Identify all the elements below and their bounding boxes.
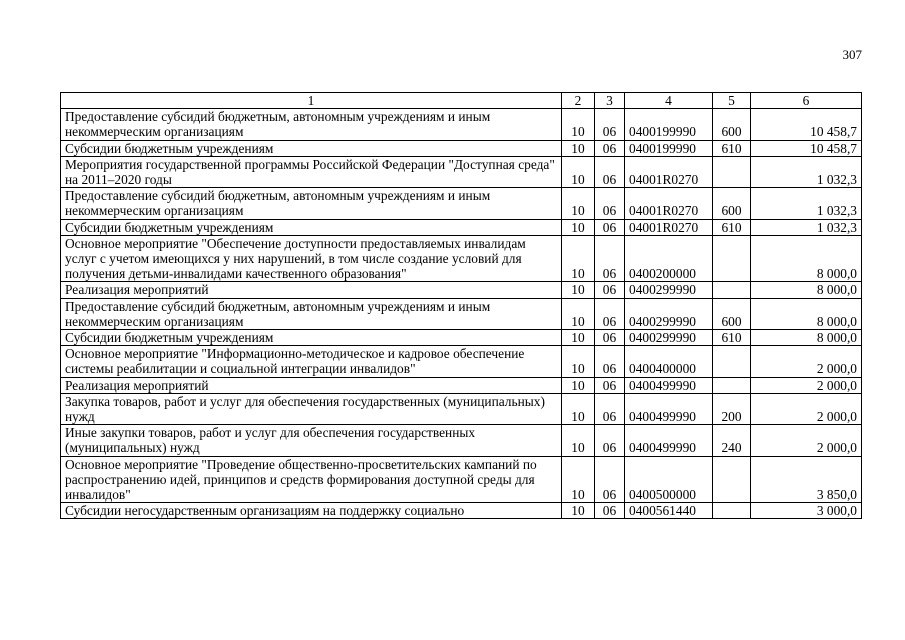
table-row — [61, 377, 862, 393]
name-cell: Предоставление субсидий бюджетным, автономным учреждениям и иным некоммерческим организациям — [61, 109, 562, 140]
expense-type-cell: 600 — [713, 298, 751, 329]
expense-type-cell — [713, 156, 751, 187]
amount-cell: 3 850,0 — [751, 456, 862, 503]
table-row — [61, 503, 862, 519]
name-cell: Реализация мероприятий — [61, 282, 562, 298]
name-cell: Субсидии бюджетным учреждениям — [61, 140, 562, 156]
subsection-cell: 06 — [595, 330, 625, 346]
amount-cell: 10 458,7 — [751, 109, 862, 140]
section-cell: 10 — [562, 188, 595, 219]
name-cell: Субсидии бюджетным учреждениям — [61, 219, 562, 235]
amount-cell: 8 000,0 — [751, 330, 862, 346]
expense-type-cell: 200 — [713, 393, 751, 424]
table-row — [61, 456, 862, 503]
amount-cell: 8 000,0 — [751, 235, 862, 282]
expense-type-cell — [713, 282, 751, 298]
page-number: 307 — [842, 47, 862, 62]
name-cell: Основное мероприятие "Информационно-методическое и кадровое обеспечение системы реабилитации и социальной интеграции инвалидов" — [61, 346, 562, 377]
section-cell: 10 — [562, 393, 595, 424]
target-article-cell: 0400199990 — [625, 140, 713, 156]
name-cell: Реализация мероприятий — [61, 377, 562, 393]
header-cell-6: 6 — [751, 93, 862, 109]
section-cell: 10 — [562, 298, 595, 329]
amount-cell: 2 000,0 — [751, 425, 862, 456]
expense-type-cell: 240 — [713, 425, 751, 456]
section-cell: 10 — [562, 425, 595, 456]
expense-type-cell: 600 — [713, 109, 751, 140]
target-article-cell: 0400299990 — [625, 330, 713, 346]
expense-type-cell — [713, 377, 751, 393]
target-article-cell: 0400499990 — [625, 377, 713, 393]
expense-type-cell — [713, 346, 751, 377]
section-cell: 10 — [562, 219, 595, 235]
target-article-cell: 0400199990 — [625, 109, 713, 140]
table-row — [61, 235, 862, 282]
name-cell: Мероприятия государственной программы Российской Федерации "Доступная среда" на 2011–2020 годы — [61, 156, 562, 187]
table-row — [61, 140, 862, 156]
section-cell: 10 — [562, 330, 595, 346]
table-row — [61, 219, 862, 235]
target-article-cell: 0400299990 — [625, 282, 713, 298]
subsection-cell: 06 — [595, 156, 625, 187]
header-row — [61, 93, 862, 109]
subsection-cell: 06 — [595, 425, 625, 456]
section-cell: 10 — [562, 456, 595, 503]
table-row — [61, 346, 862, 377]
section-cell: 10 — [562, 346, 595, 377]
name-cell: Субсидии негосударственным организациям на поддержку социально — [61, 503, 562, 519]
target-article-cell: 0400500000 — [625, 456, 713, 503]
name-cell: Иные закупки товаров, работ и услуг для обеспечения государственных (муниципальных) нужд — [61, 425, 562, 456]
target-article-cell: 04001R0270 — [625, 156, 713, 187]
header-cell-2: 2 — [562, 93, 595, 109]
expense-type-cell — [713, 503, 751, 519]
amount-cell: 1 032,3 — [751, 188, 862, 219]
amount-cell: 2 000,0 — [751, 346, 862, 377]
header-cell-4: 4 — [625, 93, 713, 109]
amount-cell: 8 000,0 — [751, 298, 862, 329]
amount-cell: 2 000,0 — [751, 393, 862, 424]
section-cell: 10 — [562, 140, 595, 156]
section-cell: 10 — [562, 377, 595, 393]
expense-type-cell: 610 — [713, 330, 751, 346]
name-cell: Закупка товаров, работ и услуг для обеспечения государственных (муниципальных) нужд — [61, 393, 562, 424]
table-row — [61, 298, 862, 329]
header-cell-1: 1 — [61, 93, 562, 109]
name-cell: Основное мероприятие "Обеспечение доступности предоставляемых инвалидам услуг с учетом имеющихся у них нарушений, в том числе создание условий для получения детьми-инвалидами качественного образования" — [61, 235, 562, 282]
budget-table — [60, 92, 862, 519]
subsection-cell: 06 — [595, 393, 625, 424]
expense-type-cell: 610 — [713, 140, 751, 156]
name-cell: Субсидии бюджетным учреждениям — [61, 330, 562, 346]
name-cell: Основное мероприятие "Проведение общественно-просветительских кампаний по распространению идей, принципов и средств формирования доступной среды для инвалидов" — [61, 456, 562, 503]
name-cell: Предоставление субсидий бюджетным, автономным учреждениям и иным некоммерческим организациям — [61, 188, 562, 219]
subsection-cell: 06 — [595, 282, 625, 298]
amount-cell: 2 000,0 — [751, 377, 862, 393]
target-article-cell: 0400499990 — [625, 425, 713, 456]
header-cell-5: 5 — [713, 93, 751, 109]
target-article-cell: 0400561440 — [625, 503, 713, 519]
subsection-cell: 06 — [595, 377, 625, 393]
target-article-cell: 0400299990 — [625, 298, 713, 329]
subsection-cell: 06 — [595, 298, 625, 329]
table-body — [61, 93, 862, 519]
subsection-cell: 06 — [595, 456, 625, 503]
subsection-cell: 06 — [595, 235, 625, 282]
amount-cell: 3 000,0 — [751, 503, 862, 519]
section-cell: 10 — [562, 503, 595, 519]
target-article-cell: 04001R0270 — [625, 219, 713, 235]
expense-type-cell — [713, 235, 751, 282]
table-row — [61, 330, 862, 346]
target-article-cell: 04001R0270 — [625, 188, 713, 219]
table-row — [61, 156, 862, 187]
table-row — [61, 188, 862, 219]
amount-cell: 1 032,3 — [751, 219, 862, 235]
amount-cell: 8 000,0 — [751, 282, 862, 298]
subsection-cell: 06 — [595, 140, 625, 156]
header-cell-3: 3 — [595, 93, 625, 109]
target-article-cell: 0400400000 — [625, 346, 713, 377]
name-cell: Предоставление субсидий бюджетным, автономным учреждениям и иным некоммерческим организациям — [61, 298, 562, 329]
amount-cell: 10 458,7 — [751, 140, 862, 156]
expense-type-cell — [713, 456, 751, 503]
section-cell: 10 — [562, 109, 595, 140]
table-row — [61, 282, 862, 298]
table-row — [61, 109, 862, 140]
expense-type-cell: 600 — [713, 188, 751, 219]
subsection-cell: 06 — [595, 109, 625, 140]
subsection-cell: 06 — [595, 503, 625, 519]
amount-cell: 1 032,3 — [751, 156, 862, 187]
table-row — [61, 425, 862, 456]
expense-type-cell: 610 — [713, 219, 751, 235]
section-cell: 10 — [562, 156, 595, 187]
subsection-cell: 06 — [595, 346, 625, 377]
target-article-cell: 0400200000 — [625, 235, 713, 282]
subsection-cell: 06 — [595, 219, 625, 235]
section-cell: 10 — [562, 282, 595, 298]
table-row — [61, 393, 862, 424]
target-article-cell: 0400499990 — [625, 393, 713, 424]
section-cell: 10 — [562, 235, 595, 282]
subsection-cell: 06 — [595, 188, 625, 219]
